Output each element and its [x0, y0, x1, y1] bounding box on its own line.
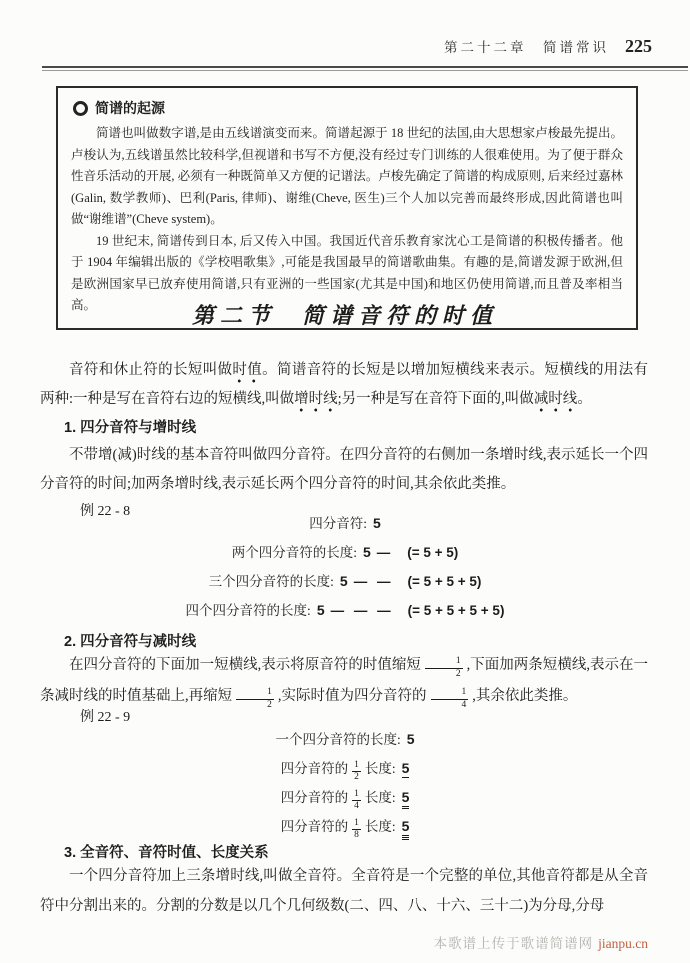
example-9-line-4 — [0, 815, 690, 841]
ex8-line4-duration-lines: — — — — [330, 603, 394, 618]
origin-box-title-text: 简谱的起源 — [95, 100, 165, 116]
fraction-one-half-2: $\frac{1}{2}$ — [236, 688, 274, 710]
chapter-title: 第二十二章 简谱常识 — [444, 40, 609, 55]
example-9-label: 例 22 - 9 — [80, 710, 131, 725]
example-8-label: 例 22 - 8 — [80, 504, 131, 519]
ex8-line4-equation: (= 5 + 5 + 5 + 5) — [407, 603, 505, 618]
sub2-seg2: ,下面加两条短横线,表示在一条减时线的时值基础上,再缩短 — [40, 657, 649, 704]
ex8-line3-equation: (= 5 + 5 + 5) — [407, 574, 482, 589]
ex8-line2-equation: (= 5 + 5) — [407, 545, 459, 560]
ex9-line3-note: 5 — [402, 789, 410, 805]
ex9-line3-text: 四分音符的 — [280, 790, 349, 805]
ex8-line3-note: 5 — [339, 573, 348, 589]
ex8-line2-text: 两个四分音符的长度: — [231, 545, 357, 560]
example-9-line-2 — [0, 757, 690, 783]
section-title-text: 简谱音符的时值 — [302, 303, 499, 328]
ex9-fraction-one-half: $\frac{1}{2}$ — [354, 759, 359, 783]
subsection-2-body — [40, 650, 648, 712]
intro-seg3: ;另一种是写在音符下面的,叫做 — [337, 391, 534, 407]
ex9-line4-note: 5 — [402, 818, 410, 834]
origin-paragraph-2: 19 世纪末, 简谱传到日本, 后又传入中国。我国近代音乐教育家沈心工是简谱的积极传播者。他于 1904 年编辑出版的《学校唱歌集》,可能是我国最早的简谱歌曲集。有趣的是,简谱发源于欧洲,但是欧洲国家早已放弃使用简谱,只有亚洲的一些国家(尤其是中国)和地区仍使用简谱,而且普及率相当高。 — [71, 233, 623, 312]
ex9-line2-note: 5 — [401, 760, 410, 776]
ex9-line4-text: 四分音符的 — [280, 819, 349, 834]
running-head — [444, 36, 652, 57]
ex9-fraction-one-quarter: $\frac{1}{4}$ — [354, 788, 359, 812]
intro-seg1: 音符和休止符的长短叫做 — [69, 362, 233, 378]
subsection-1-heading: 1. 四分音符与增时线 — [64, 420, 197, 436]
subsection-3-heading: 3. 全音符、音符时值、长度关系 — [64, 845, 269, 861]
example-9-line-3 — [0, 786, 690, 812]
watermark-text: 本歌谱上传于歌谱简谱网 — [433, 936, 594, 951]
subsection-2-heading: 2. 四分音符与减时线 — [64, 634, 197, 650]
intro-emphasis-shizhi: 时值 — [232, 362, 262, 383]
page-number: 225 — [625, 36, 652, 56]
header-rule — [42, 66, 688, 71]
origin-box-title — [73, 98, 623, 118]
section-title-number: 第二节 — [191, 303, 276, 328]
ex9-line3-suffix: 长度: — [364, 790, 396, 805]
ex8-line2-note: 5 — [362, 544, 371, 560]
ex8-line1-text: 四分音符: — [309, 516, 367, 531]
intro-paragraph — [40, 356, 648, 414]
subsection-1-body: 不带增(减)时线的基本音符叫做四分音符。在四分音符的右侧加一条增时线,表示延长一个四分音符的时间;加两条增时线,表示延长两个四分音符的时间,其余依此类推。 — [40, 447, 648, 492]
example-8-line-2 — [0, 541, 690, 561]
watermark-site-link: jianpu.cn — [598, 936, 648, 951]
ex9-line2-text: 四分音符的 — [280, 761, 349, 776]
watermark — [434, 932, 648, 952]
intro-seg4: 。 — [577, 391, 592, 407]
origin-paragraph-1: 简谱也叫做数字谱,是由五线谱演变而来。简谱起源于 18 世纪的法国,由大思想家卢梭最先提出。卢梭认为,五线谱虽然比较科学,但视谱和书写不方便,没有经过专门训练的人很难使用。为了便于群众性音乐活动的开展, 必须有一种既简单又方便的记谱法。卢梭先确定了简谱的构成原则, 后来经过嘉林(Galin, 数学教师)、巴利(Paris, 律师)、谢维(Cheve, 医生)三个人加以完善而最终形成,因此简谱也叫做“谢维谱”(Cheve system)。 — [71, 126, 623, 226]
intro-emphasis-jianshixian: 减时线 — [534, 391, 578, 412]
origin-info-box — [56, 86, 638, 330]
fraction-one-half: $\frac{1}{2}$ — [425, 657, 463, 679]
ex8-line3-duration-lines: — — — [353, 574, 394, 589]
subsection-3-body: 一个四分音符加上三条增时线,叫做全音符。全音符是一个完整的单位,其他音符都是从全音符中分割出来的。分割的分数是以几个几何级数(二、四、八、十六、三十二)为分母,分母 — [40, 868, 648, 914]
intro-emphasis-zengshixian: 增时线 — [294, 391, 338, 412]
ex8-line3-text: 三个四分音符的长度: — [208, 574, 334, 589]
sub2-seg1: 在四分音符的下面加一短横线,表示将原音符的时值缩短 — [69, 657, 421, 673]
ex9-line4-suffix: 长度: — [364, 819, 396, 834]
ring-bullet-icon — [73, 101, 88, 116]
section-title — [0, 299, 690, 330]
ex9-line1-text: 一个四分音符的长度: — [275, 732, 401, 747]
example-8-line-4 — [0, 599, 690, 619]
sub2-seg4: ,其余依此类推。 — [472, 688, 578, 704]
ex9-line2-suffix: 长度: — [364, 761, 396, 776]
ex9-fraction-one-eighth: $\frac{1}{8}$ — [354, 817, 359, 841]
example-8-line-1 — [0, 512, 690, 532]
ex8-line2-duration-lines: — — [376, 545, 394, 560]
example-8-line-3 — [0, 570, 690, 590]
example-9-line-1 — [0, 728, 690, 748]
ex8-line4-note: 5 — [316, 602, 325, 618]
ex8-line1-note: 5 — [372, 515, 381, 531]
ex8-line4-text: 四个四分音符的长度: — [185, 603, 311, 618]
intro-seg2: 。简谱音符的长短是以增加短横线来表示。短横线的用法有两种:一种是写在音符右边的短横线,叫做 — [40, 362, 649, 407]
sub2-seg3: ,实际时值为四分音符的 — [277, 688, 427, 704]
ex9-line1-note: 5 — [406, 731, 415, 747]
fraction-one-quarter: $\frac{1}{4}$ — [431, 688, 469, 710]
